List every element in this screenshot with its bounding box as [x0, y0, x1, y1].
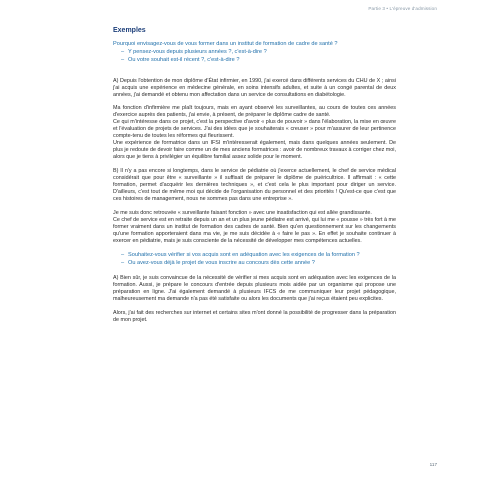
section-title: Exemples [113, 27, 146, 34]
dash-marker: – [121, 259, 125, 266]
running-header: Partie 3 • L'épreuve d'admission [368, 6, 437, 11]
spacer [113, 245, 396, 252]
spacer [113, 98, 396, 105]
question-sub-text: Souhaitez-vous vérifier si vos acquis sont en adéquation avec les exigences de la formation ? [128, 251, 360, 258]
answer-paragraph: Une expérience de formatrice dans un IFSI m'intéresserait également, mais dans quelques années seulement. De plus je redoute de devoir faire comme un de mes anciens formatrices : avoir de nombreux travaux à corriger chez moi, alors que je tiens à privilégier un équilibre familial assez solide pour le moment. [113, 140, 396, 161]
answer-paragraph: Ma fonction d'infirmière me plaît toujours, mais en ayant observé les surveillantes, au cours de toutes ces années d'exercice auprès des patients, j'ai envie, à présent, de préparer le diplôme cadre de santé. [113, 105, 396, 119]
answer-paragraph: A) Depuis l'obtention de mon diplôme d'État infirmier, en 1990, j'ai exercé dans différents services du CHU de X ; ainsi j'ai acquis une expérience en médecine générale, en soins intensifs adultes, et suite à un congé parental de deux années, j'ai demandé et obtenu mon affectation dans un service de consultations en diabétologie. [113, 77, 396, 98]
answer-paragraph: Ce qui m'intéresse dans ce projet, c'est la perspective d'avoir « plus de pouvoir » dans l'élaboration, la mise en œuvre et l'évaluation de projets de services. J'ai des idées que je souhaiterais « creuser » pour m'assurer de leur pertinence compte-tenu de toutes les réformes qui fleurissent. [113, 119, 396, 140]
question-sub [121, 252, 396, 259]
spacer [113, 268, 396, 275]
dash-marker: – [121, 57, 125, 64]
spacer [113, 161, 396, 168]
question-main: Pourquoi envisagez-vous de vous former dans un institut de formation de cadre de santé ? [113, 41, 338, 47]
question-sub [121, 57, 396, 64]
answer-paragraph: A) Bien sûr, je suis convaincue de la nécessité de vérifier si mes acquis sont en adéquation avec les exigences de la formation. Aussi, je prépare le concours d'entrée depuis plusieurs mois aidée par un organisme qui propose une préparation en ligne. J'ai également demandé à plusieurs IFCS de me communiquer leur projet pédagogique, malheureusement ma demande n'a pas été satisfaite ou alors les documents que j'ai reçus étaient peu explicites. [113, 275, 396, 302]
spacer [113, 66, 396, 78]
question-sub-text: Ou votre souhait est-il récent ?, c'est-à-dire ? [128, 57, 240, 64]
dash-marker: – [121, 49, 125, 56]
question-sub [121, 260, 396, 267]
page-number: 117 [429, 462, 437, 467]
answer-paragraph: Je me suis donc retrouvée « surveillante faisant fonction » avec une insatisfaction qui est allée grandissante. [113, 209, 372, 216]
question-sub-text: Ou avez-vous déjà le projet de vous inscrire au concours dès cette année ? [128, 259, 315, 266]
spacer [113, 203, 396, 210]
answer-paragraph: Alors, j'ai fait des recherches sur internet et certains sites m'ont donné la possibilité de progresser dans la préparation de mon projet. [113, 309, 396, 323]
question-sub-text: Y pensez-vous depuis plusieurs années ?, c'est-à-dire ? [128, 49, 267, 56]
page-content [113, 24, 396, 324]
answer-paragraph: Ce chef de service est en retraite depuis un an et un plus jeune pédiatre est arrivé, qui lui me « pousse » très fort à me former vraiment dans un institut de formation des cadres de santé. Bien qu'en questionnement sur les changements qu'une formation apporteraient dans ma vie, je me suis décidée à « faire le pas ». En effet je souhaite continuer à exercer en pédiatrie, mais je suis consciente de la nécessité de développer mes compétences actuelles. [113, 216, 396, 244]
answer-paragraph: B) Il n'y a pas encore si longtemps, dans le service de pédiatrie où j'exerce actuellement, le chef de service médical considérait que pour être « surveillante » il suffisait de préparer le diplôme de puéricultrice. Il affirmait : « cette formation, permet d'acquérir les dernières techniques », et c'est cela le plus important pour diriger un service. D'ailleurs, c'est tout de même moi qui décide de l'organisation du personnel et des priorités ! Qu'est-ce que c'est que ces histoires de management, nous ne sommes pas dans une entreprise ». [113, 168, 396, 202]
spacer [113, 303, 396, 310]
question-sub [121, 49, 396, 56]
dash-marker: – [121, 251, 125, 258]
